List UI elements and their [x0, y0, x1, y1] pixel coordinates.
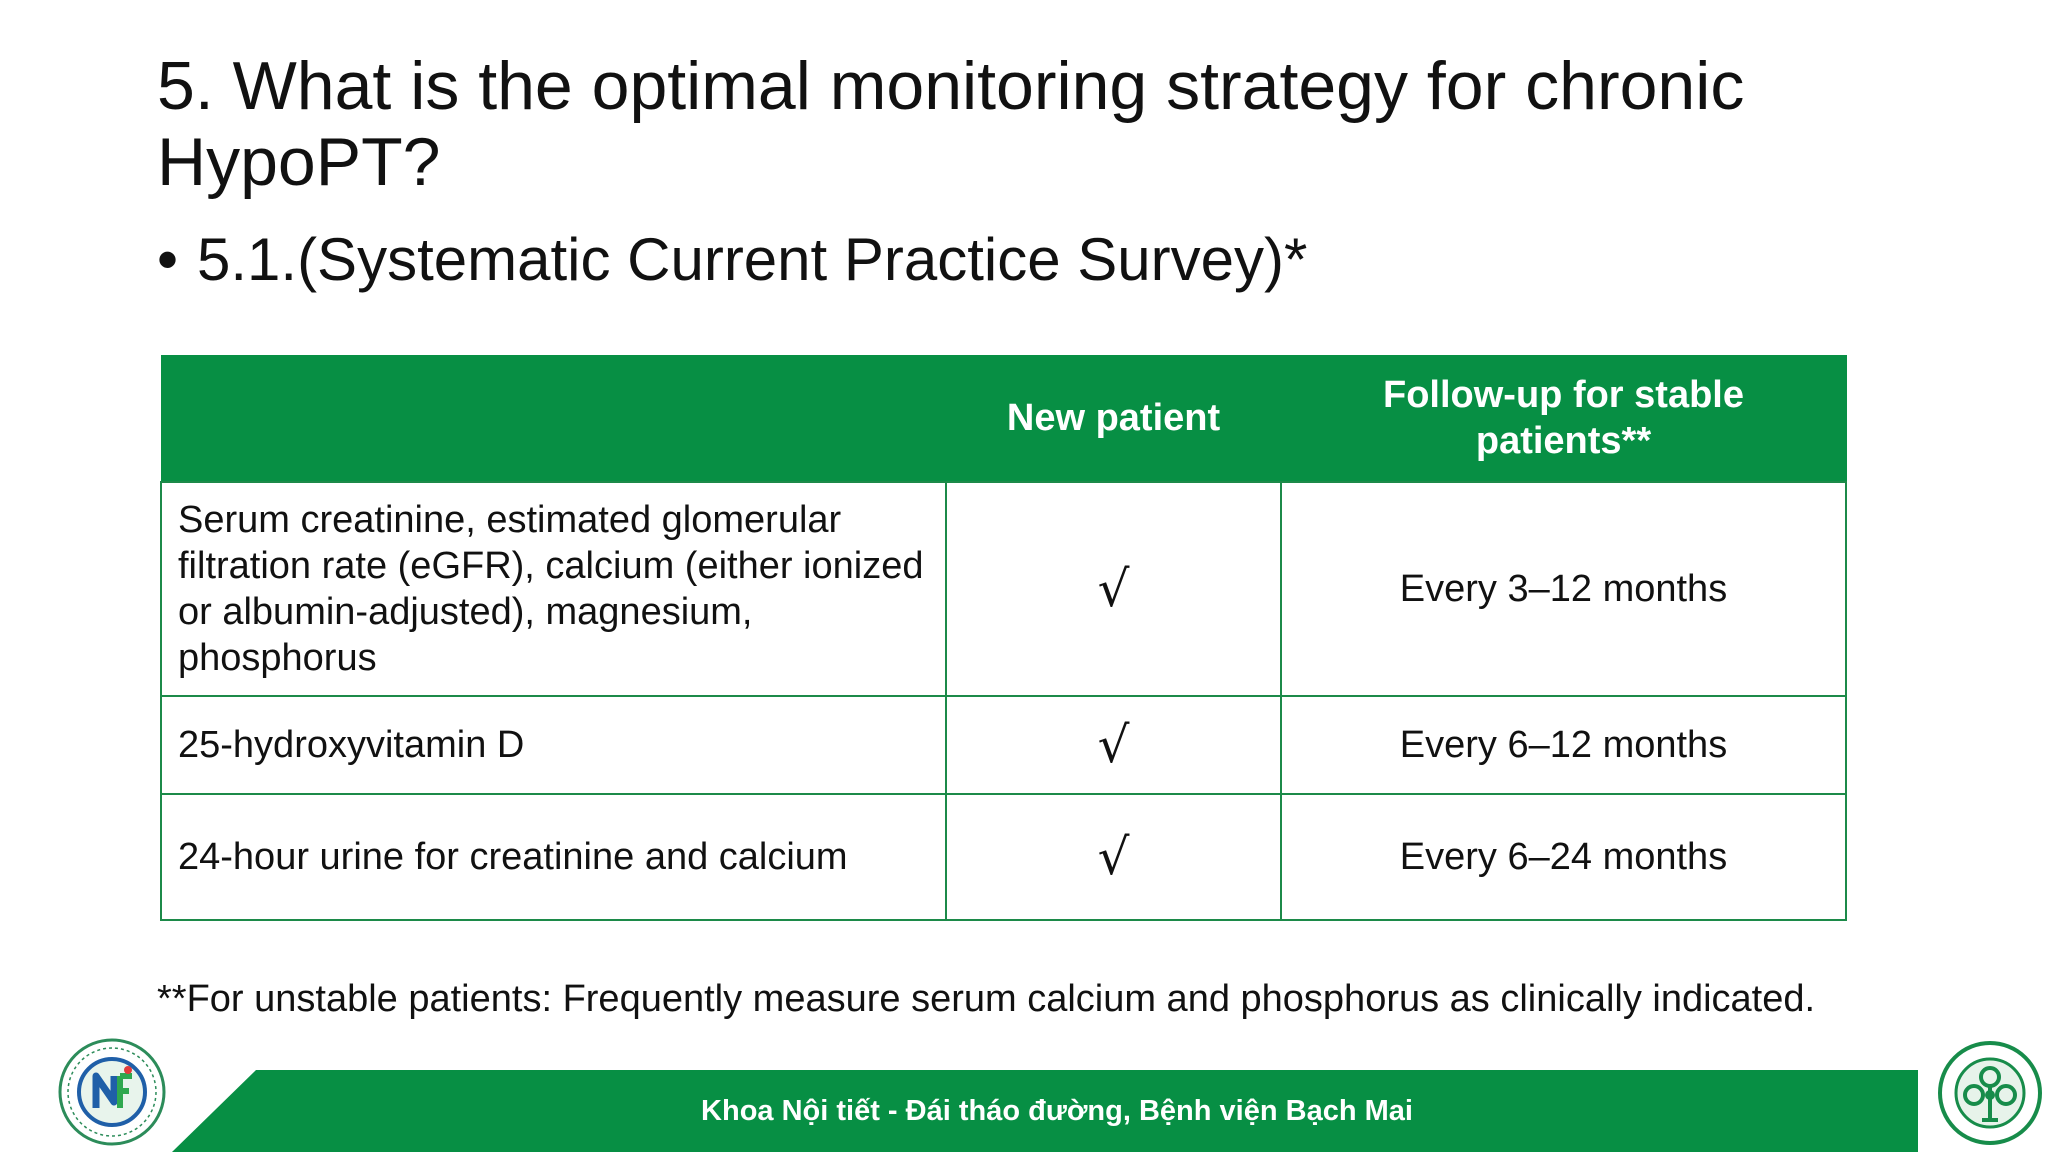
table-header-row	[161, 355, 1846, 482]
monitoring-table	[160, 355, 1847, 921]
header-follow-up: Follow-up for stable patients**	[1281, 355, 1846, 482]
hospital-logo-icon	[1938, 1040, 2042, 1146]
follow-up-cell: Every 3–12 months	[1281, 482, 1846, 696]
bullet-dot: •	[157, 226, 179, 293]
bullet-item	[157, 222, 1307, 298]
check-mark: √	[946, 482, 1281, 696]
department-logo-icon	[56, 1036, 168, 1148]
footnote: **For unstable patients: Frequently measure serum calcium and phosphorus as clinically indicated.	[157, 978, 1816, 1020]
header-new-patient: New patient	[946, 355, 1281, 482]
bullet-text: 5.1.(Systematic Current Practice Survey)*	[197, 226, 1308, 293]
test-name-cell: 25-hydroxyvitamin D	[161, 696, 946, 794]
follow-up-cell: Every 6–12 months	[1281, 696, 1846, 794]
check-mark: √	[946, 696, 1281, 794]
table-row	[161, 482, 1846, 696]
footer-text: Khoa Nội tiết - Đái tháo đường, Bệnh viện Bạch Mai	[701, 1094, 1413, 1127]
test-name-cell: 24-hour urine for creatinine and calcium	[161, 794, 946, 920]
test-name-cell: Serum creatinine, estimated glomerular filtration rate (eGFR), calcium (either ionized or albumin-adjusted), magnesium, phosphorus	[161, 482, 946, 696]
table-row	[161, 794, 1846, 920]
slide-title: 5. What is the optimal monitoring strategy for chronic HypoPT?	[157, 48, 1745, 200]
header-test	[161, 355, 946, 482]
check-mark: √	[946, 794, 1281, 920]
follow-up-cell: Every 6–24 months	[1281, 794, 1846, 920]
table-row	[161, 696, 1846, 794]
